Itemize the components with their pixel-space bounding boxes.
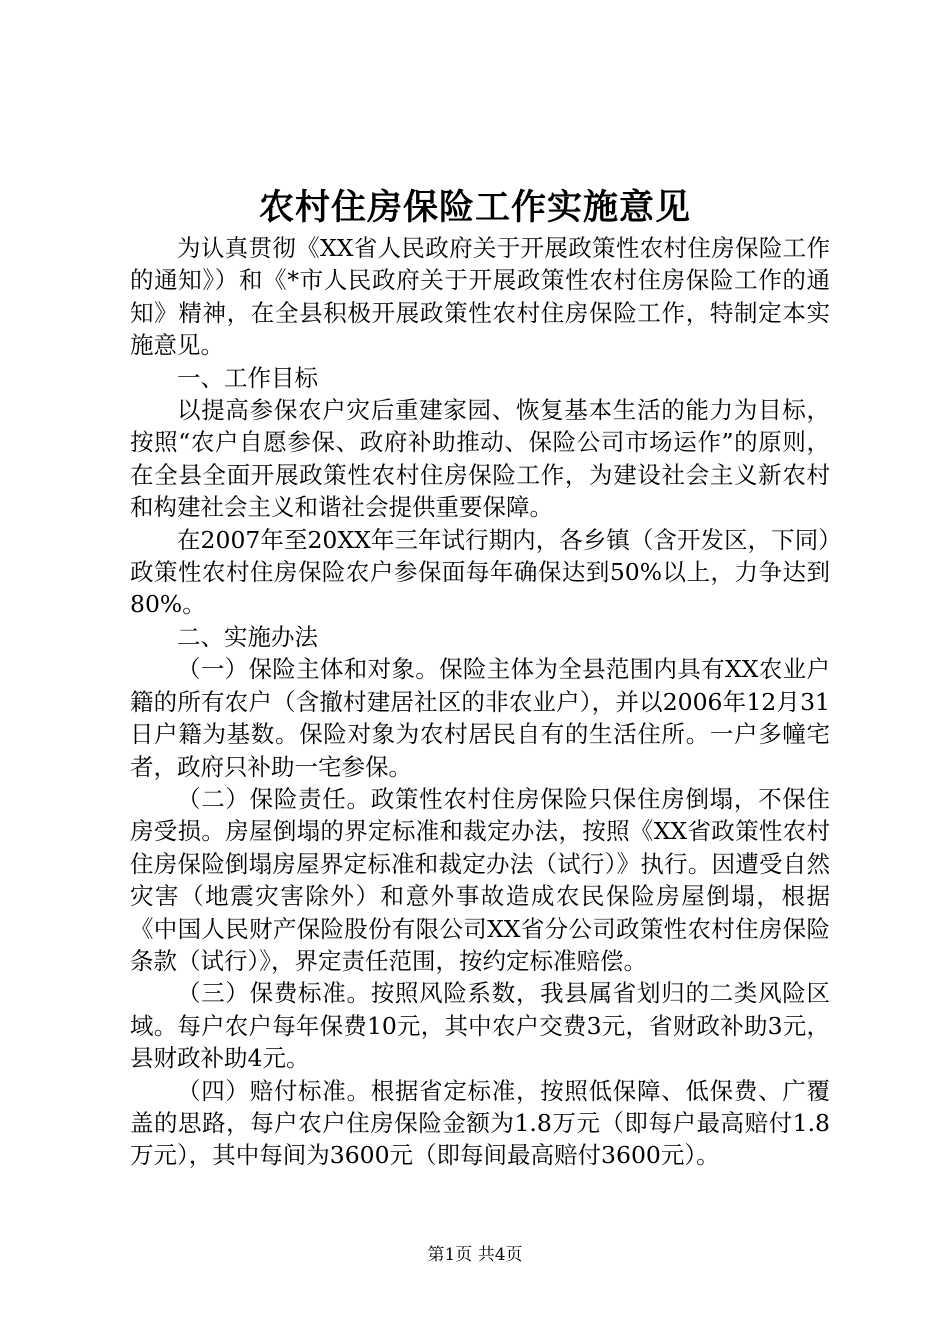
page-number-footer: 第1页 共4页 — [427, 1245, 523, 1265]
paragraph-compensation-standard: （四）赔付标准。根据省定标准，按照低保障、低保费、广覆盖的思路，每户农户住房保险金额为1.8万元（即每户最高赔付1.8万元），其中每间为3600元（即每间最高赔付3600元）。 — [130, 1076, 830, 1170]
document-body — [130, 232, 830, 1172]
paragraph-premium-standard: （三）保费标准。按照风险系数，我县属省划归的二类风险区域。每户农户每年保费10元，其中农户交费3元，省财政补助3元，县财政补助4元。 — [130, 979, 830, 1073]
paragraph-goal-target: 在2007年至20XX年三年试行期内，各乡镇（含开发区，下同）政策性农村住房保险农户参保面每年确保达到50%以上，力争达到80%。 — [130, 525, 830, 619]
paragraph-insurance-liability: （二）保险责任。政策性农村住房保险只保住房倒塌，不保住房受损。房屋倒塌的界定标准和裁定办法，按照《XX省政策性农村住房保险倒塌房屋界定标准和裁定办法（试行）》执行。因遭受自然灾害（地震灾害除外）和意外事故造成农民保险房屋倒塌，根据《中国人民财产保险股份有限公司XX省分公司政策性农村住房保险条款（试行）》，界定责任范围，按约定标准赔偿。 — [130, 784, 830, 975]
paragraph-intro: 为认真贯彻《XX省人民政府关于开展政策性农村住房保险工作的通知》）和《*市人民政府关于开展政策性农村住房保险工作的通知》精神，在全县积极开展政策性农村住房保险工作，特制定本实施意见。 — [130, 234, 830, 360]
section-heading-goals: 一、工作目标 — [177, 363, 318, 392]
paragraph-goal-principle: 以提高参保农户灾后重建家园、恢复基本生活的能力为目标，按照“农户自愿参保、政府补助推动、保险公司市场运作”的原则，在全县全面开展政策性农村住房保险工作，为建设社会主义新农村和构建社会主义和谐社会提供重要保障。 — [130, 396, 830, 522]
section-heading-methods: 二、实施办法 — [177, 622, 318, 651]
document-title: 农村住房保险工作实施意见 — [258, 187, 691, 228]
paragraph-insured-subject: （一）保险主体和对象。保险主体为全县范围内具有XX农业户籍的所有农户（含撤村建居社区的非农业户），并以2006年12月31日户籍为基数。保险对象为农村居民自有的生活住所。一户多幢宅者，政府只补助一宅参保。 — [130, 655, 830, 781]
